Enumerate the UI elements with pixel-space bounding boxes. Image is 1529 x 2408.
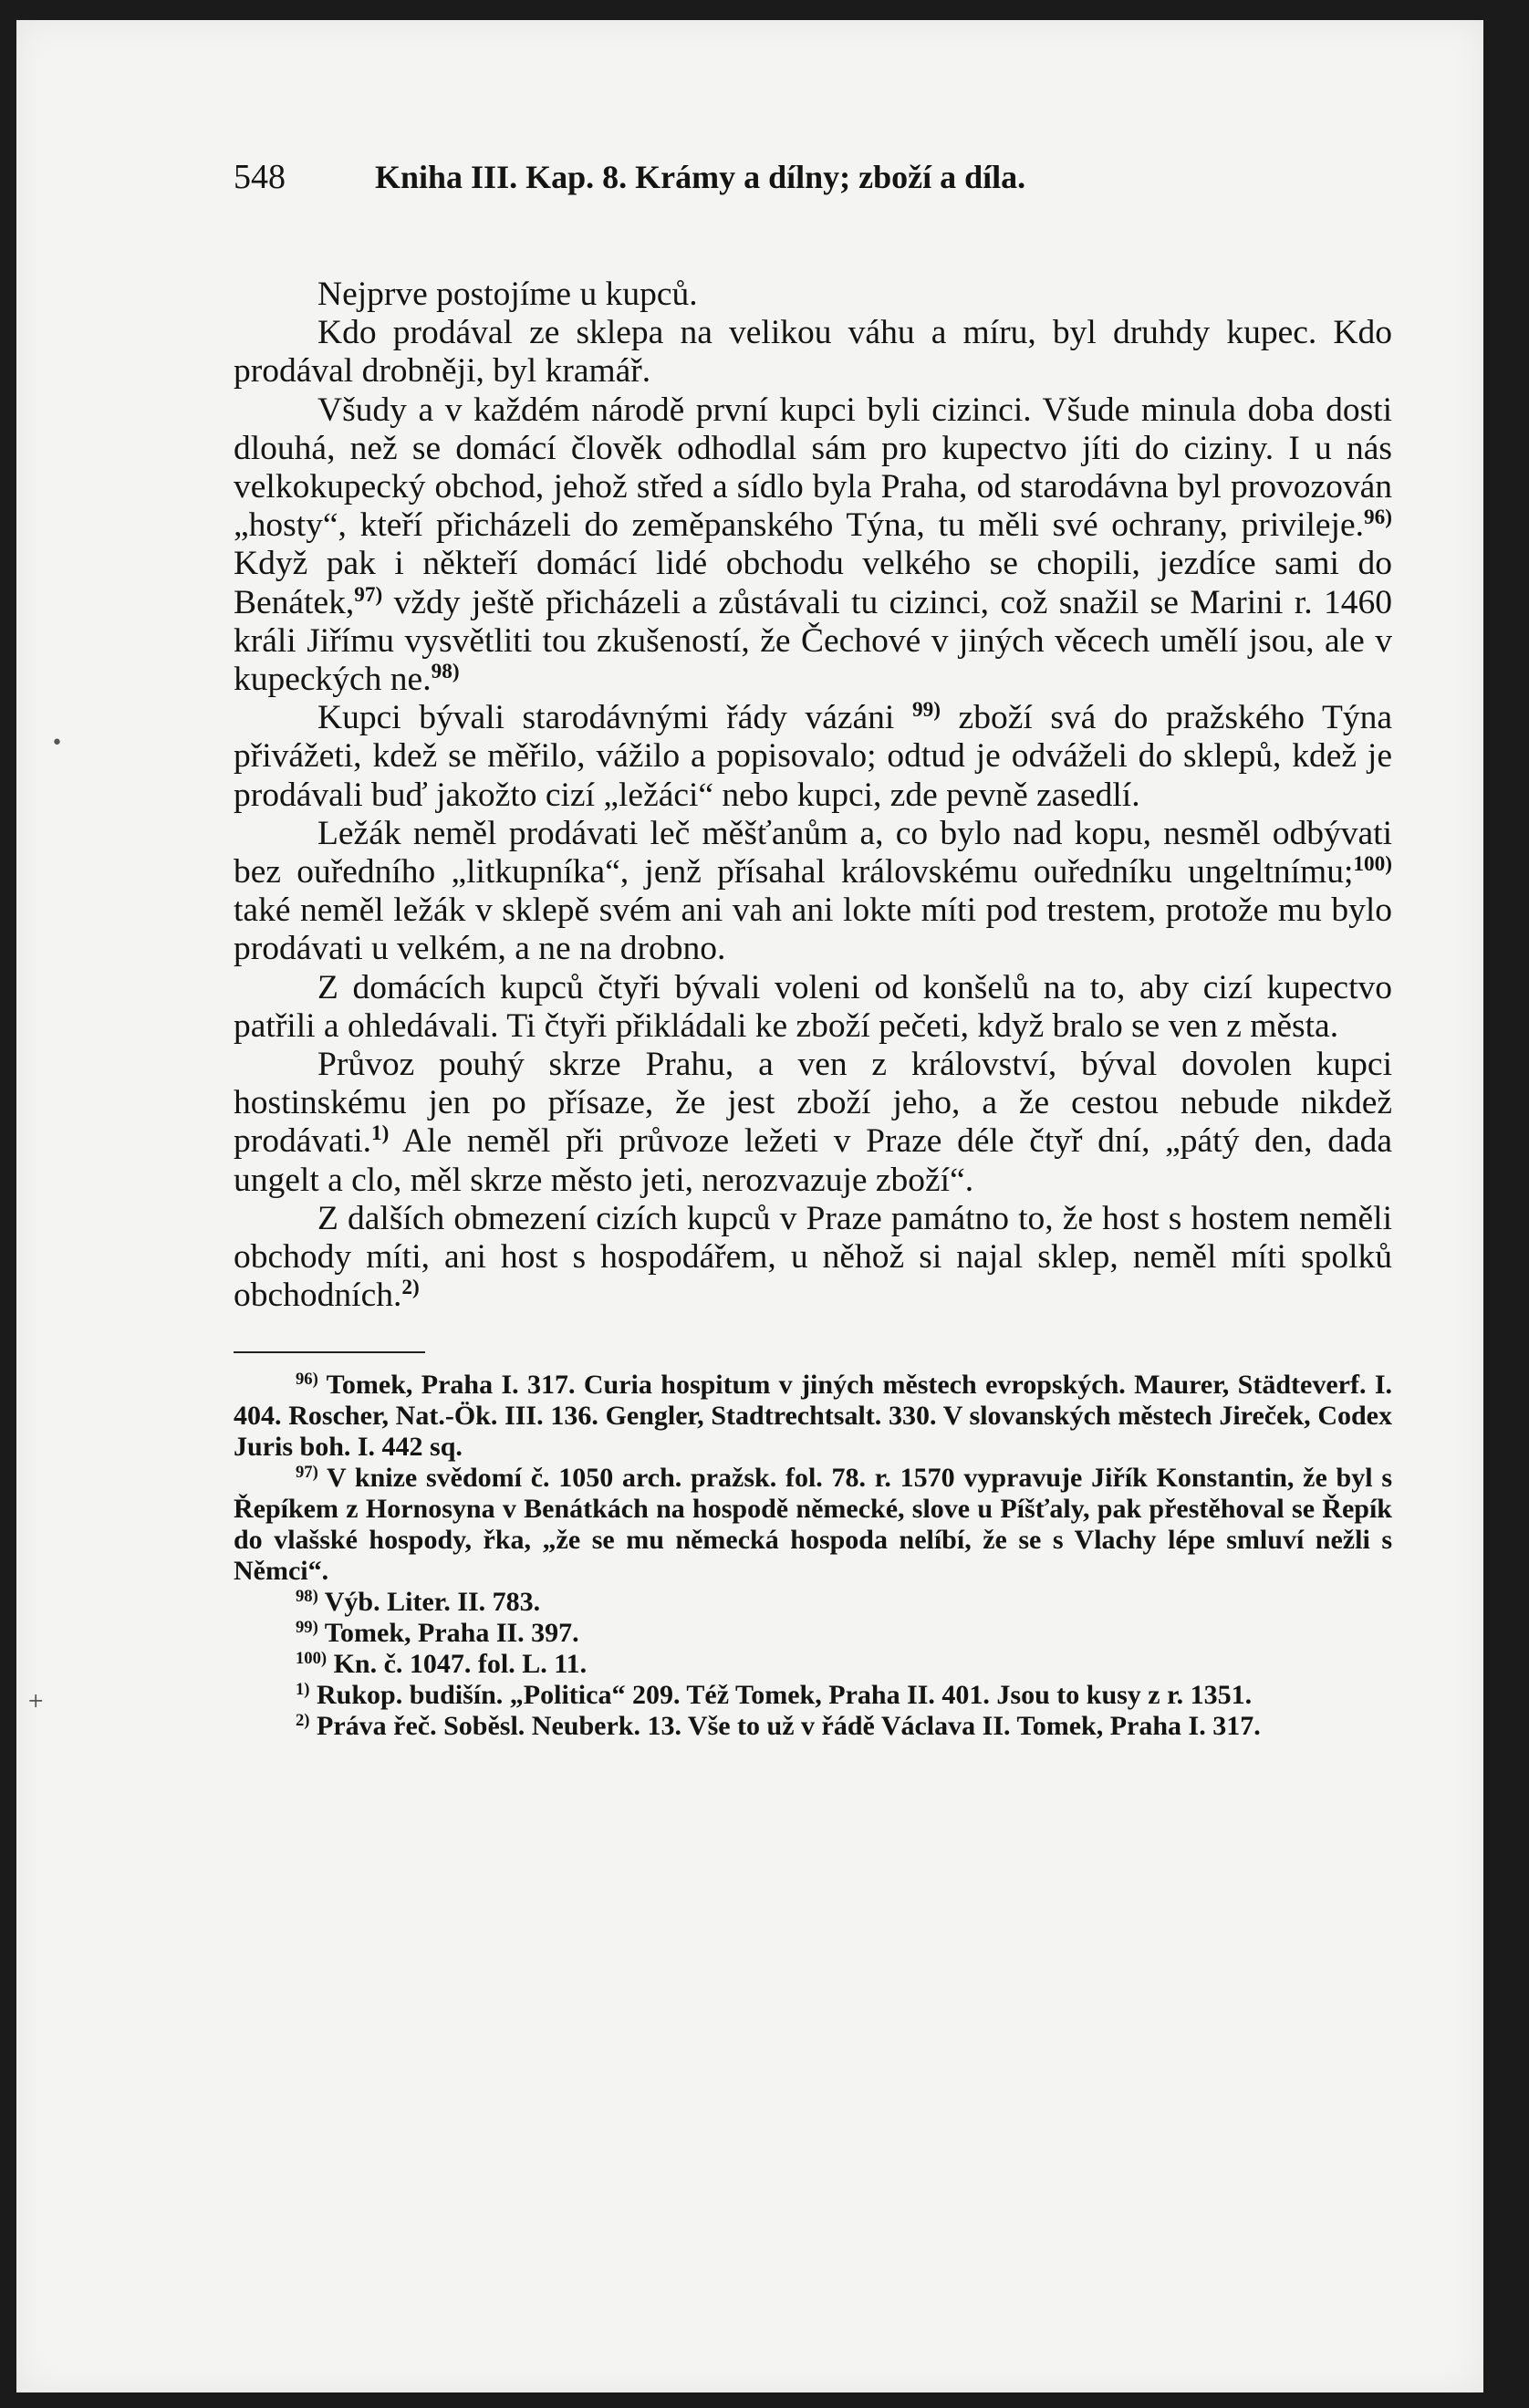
margin-mark: +: [27, 1690, 45, 1713]
text-run: Z dalších obmezení cizích kupců v Praze památno to, že host s hostem neměli obchody míti, ani host s hospodářem, u něhož si najal sklep, neměl míti spolků obchodních.: [234, 1199, 1392, 1315]
footnote-ref: 99): [296, 1618, 318, 1638]
book-page: [16, 20, 1483, 2392]
text-run: Kupci bývali starodávnými řády vázáni: [317, 699, 912, 737]
footnote-ref: 100): [296, 1649, 328, 1669]
paragraph: [234, 969, 1392, 1046]
footnote-ref: 98): [431, 660, 460, 684]
paragraph: [234, 815, 1392, 969]
paragraph: [234, 314, 1392, 391]
paragraph: [234, 699, 1392, 815]
footnote: [234, 1587, 1392, 1618]
text-run: Všudy a v každém národě první kupci byli cizinci. Všude minula doba dosti dlouhá, než se domácí člověk odhodlal sám pro kupectvo jíti do ciziny. I u nás velkokupecký obchod, jehož střed a sídlo byla Praha, od starodávna byl provozován „hosty“, kteří přicházeli do zeměpanského Týna, tu měli své ochrany, privileje.: [234, 391, 1392, 545]
footnote-ref: 1): [296, 1680, 310, 1700]
text-run: Nejprve postojíme u kupců.: [317, 276, 698, 313]
footnote-divider: [234, 1351, 425, 1353]
paragraph: [234, 276, 1392, 314]
footnote-ref: 2): [401, 1276, 420, 1300]
text-run: Tomek, Praha II. 397.: [317, 1618, 579, 1649]
footnote-ref: 97): [296, 1463, 318, 1483]
text-run: Rukop. budišín. „Politica“ 209. Též Tomek, Praha II. 401. Jsou to kusy z r. 1351.: [309, 1680, 1253, 1711]
text-run: V knize svědomí č. 1050 arch. pražsk. fol. 78. r. 1570 vypravuje Jiřík Konstantin, že byl s Řepíkem z Hornosyna v Benátkách na hospodě německé, slove u Píšťaly, pak přestěhoval se Řepík do vlašské hospody, řka, „že se mu německá hospoda nelíbí, že se s Vlachy lépe smluví nežli s Němci“.: [234, 1463, 1392, 1587]
footnote-ref: 96): [296, 1370, 318, 1390]
paragraph: [234, 391, 1392, 700]
text-run: Tomek, Praha I. 317. Curia hospitum v jiných městech evropských. Maurer, Städteverf. I. 404. Roscher, Nat.-Ök. III. 136. Gengler, Stadtrechtsalt. 330. V slovanských městech Jireček, Codex Juris boh. I. 442 sq.: [234, 1370, 1392, 1463]
text-run: Ale neměl při průvoze ležeti v Praze déle čtyř dní, „pátý den, dada ungelt a clo, měl skrze město jeti, nerozvazuje zboží“.: [234, 1122, 1392, 1199]
margin-mark: •: [51, 732, 63, 755]
footnote-ref: 98): [296, 1587, 318, 1607]
running-header: [234, 157, 1392, 212]
text-run: Výb. Liter. II. 783.: [317, 1587, 541, 1618]
footnote-ref: 96): [1364, 506, 1392, 530]
paragraph: [234, 1046, 1392, 1200]
running-title: Kniha III. Kap. 8. Krámy a dílny; zboží a díla.: [375, 159, 1026, 195]
text-run: Když pak i někteří domácí lidé obchodu velkého se chopili, jezdíce sami do Benátek,: [234, 545, 1392, 621]
text-run: Kn. č. 1047. fol. L. 11.: [327, 1649, 588, 1680]
footnote: [234, 1649, 1392, 1680]
footnotes: [234, 1370, 1392, 1742]
text-run: Kdo prodával ze sklepa na velikou váhu a míru, byl druhdy kupec. Kdo prodával drobněji, byl kramář.: [234, 314, 1392, 391]
text-run: vždy ještě přicházeli a zůstávali tu cizinci, což snažil se Marini r. 1460 králi Jiřímu vysvětliti tou zkušeností, že Čechové v jiných věcech umělí jsou, ale v kupeckých ne.: [234, 583, 1392, 699]
footnote: [234, 1370, 1392, 1463]
footnote-ref: 97): [354, 582, 383, 607]
page-number: 548: [234, 158, 286, 196]
text-run: Práva řeč. Soběsl. Neuberk. 13. Vše to už v řádě Václava II. Tomek, Praha I. 317.: [309, 1711, 1261, 1742]
text-run: také neměl ležák v sklepě svém ani vah ani lokte míti pod trestem, protože mu bylo prodávati u velkém, a ne na drobno.: [234, 891, 1392, 968]
footnote-ref: 100): [1353, 852, 1392, 877]
page-content: [234, 157, 1392, 1742]
footnote: [234, 1618, 1392, 1649]
paragraph: [234, 1200, 1392, 1316]
text-run: Z domácích kupců čtyři bývali voleni od konšelů na to, aby cizí kupectvo patřili a ohledávali. Ti čtyři přikládali ke zboží pečeti, když bralo se ven z města.: [234, 968, 1392, 1045]
footnote-ref: 1): [371, 1121, 390, 1146]
body-text: [234, 276, 1392, 1315]
text-run: zboží svá do pražského Týna přivážeti, kdež se měřilo, vážilo a popisovalo; odtud je odváželi do sklepů, kdež je prodávali buď jakožto cizí „ležáci“ nebo kupci, zde pevně zasedlí.: [234, 699, 1392, 814]
footnote: [234, 1463, 1392, 1587]
footnote-ref: 2): [296, 1711, 310, 1731]
footnote: [234, 1711, 1392, 1742]
text-run: Průvoz pouhý skrze Prahu, a ven z království, býval dovolen kupci hostinskému jen po přísaze, že jest zboží jeho, a že cestou nebude nikdež prodávati.: [234, 1046, 1392, 1161]
footnote-ref: 99): [911, 698, 941, 723]
footnote: [234, 1680, 1392, 1711]
text-run: Ležák neměl prodávati leč měšťanům a, co bylo nad kopu, nesměl odbývati bez ouředního „litkupníka“, jenž přísahal královskému ouředníku ungeltnímu;: [234, 814, 1392, 891]
